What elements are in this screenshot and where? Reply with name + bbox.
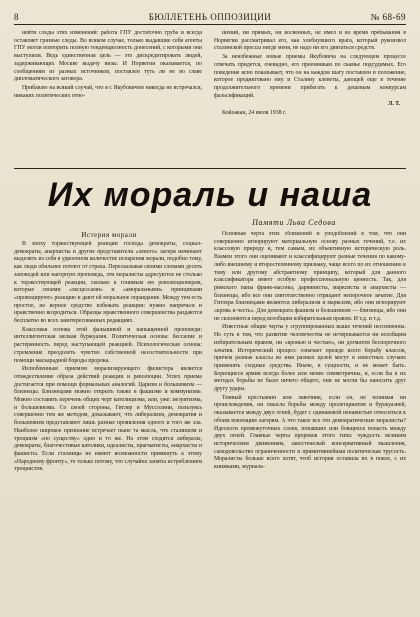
journal-title: БЮЛЛЕТЕНЬ ОППОЗИЦИИ [148, 12, 272, 22]
paragraph: Классовая основа этой фальшивой и напыщенной проповеди: интеллигентская мелкая буржуазия. Политическая основа: бессилие и растерянность перед наступающей реакцией. Психологическая основа: стремление преодолеть чувство собственной несостоятельности при помощи маскарадной бороды пророка. [14, 326, 202, 364]
paragraph: Основная черта этих сближений и уподоблений в том, что они совершенно игнорируют материальную основу разных течений, т.е. их классовую природу и, тем самым, их объективную историческую роль. Взамен этого они оценивают и классифицируют разные течения по какому-либо внешнему и второстепенному признаку, чаще всего по их отношению к тому или другому абстрактному принципу, который для данного классификатора имеет особую профессиональную ценность. Так, для римского папы франк-масоны, дарвинисты, марксисты и анархисты — близнецы, ибо все они святотатственно отрицают непорочное зачатие. Для Гитлера близнецами являются либерализм и марксизм, ибо они игнорируют «кровь и честь». Для демократа фашизм и большевизм — близнецы, ибо они не склоняются перед всеобщим избирательным правом. И т.д. и т.д. [214, 231, 406, 322]
paragraph: Известные общие черты у сгруппированных выше течений несомненны. Но суть в том, что развитие человечества не исчерпывается ни всеобщим избирательным правом, ни «кровью и честью», ни догматом беспорочного зачатия. Исторический процесс означает прежде всего борьбу классов, причем разные классы во имя разных целей могут в известных случаях применять сходные средства. Иначе, в сущности, и не может быть. Борющиеся армии всегда более или менее симметричны, и, если бы в их методах борьбы не было ничего общего, они не могли бы наносить друг другу удары. [214, 324, 406, 393]
dateline: Койоакан, 24 июля 1938 г. [222, 110, 287, 117]
left-column [14, 241, 202, 607]
paragraph: За неизбежные новые приемы Якубовича на следующем процессе отвечать придется, очевидно, его преемникам по скамье подсудимых. Его поведение ясно показывает, что он на каждом шагу поставлен в положение, которое продиктовано ему и Сталину клеветы, дающей еще в течение продолжительного времени прибегать к дешевым конкурсам фальсификаций. [214, 54, 406, 99]
issue-number: № 68-69 [370, 12, 406, 22]
right-column [214, 231, 406, 607]
article-title: Их мораль и наша [47, 176, 373, 214]
running-header [14, 12, 406, 25]
paragraph: Темный крестьянин или лавочник, если он, не понимая ни происхождения, ни смысла борьбы между пролетариатом и буржуазией, оказывается между двух огней, будет с одинаковой ненавистью относиться к обоим воюющим лагерям. А что такое все эти демократические моралисты? Идеологи промежуточных слоев, попавших или боящихся попасть между двух огней. Главные черты пророков этого типа: чуждость великим историческим движениям, закостенелый консервативный мышления, самодовольство ограниченности и примитивнейшая политическая трусость. Моралисты больше всего хотят, чтоб история оставила их в покое, с их книжками, журналь- [214, 394, 406, 471]
paragraph: Излюбленным приемом морализирующего филистера является отождествление образа действий реакции и революции. Успех приема достигается при помощи формальных аналогий. Царизм и большевизм — близнецы. Близнецами можно открыть также в фашизме и коммунизме. Можно составить перечень общих черт католицизма, или, уже: иезуитизма, и большевизма. Со своей стороны, Гитлер и Муссолини, пользуясь совершенно тем же методом, доказывают, что либерализм, демократия и большевизм представляют лишь разные проявления одного и того же зла. Наиболее широкое признание встречает ныне та мысль, что сталинизм и троцкизм «по существу» одно и то же. На этом сходятся либералы, демократы, благочестивые католики, идеалисты, прагматисты, анархисты и фашисты. Если сталинцы не имеют возможности примкнуть к этому «Народному фронту», то только потому, что случайно заняты истреблением троцкистов. [14, 366, 202, 473]
section-heading: Истерия морали [81, 231, 137, 239]
paragraph: В эпоху торжествующей реакции господа демократы, социал-демократы, анархисты и другие представители «левого» лагеря начинают выделять из себя в удвоенном количестве испарения морали, подобно тому, как люди обильнее потеют от страха. Пересказывая своими словами десять заповедей или нагорную проповедь, эти моралисты адресуются не столько к торжествующей реакции, сколько к гонимым ею революционерам, которые своими «эксцессами» и «аморальными» принципами «провоцируют» реакцию и дают ей моральное оправдание. Между тем есть простое, но верное средство избежать реакции: нужно напрячься и нравственно возродиться. Образцы нравственного совершенства раздаются бесплатно во всех заинтересованных редакциях. [14, 241, 202, 325]
paragraph: Прибавлю на всякий случай, что я с Якубовичем никогда не встречался, никаких политических отно- [14, 84, 202, 99]
paragraph: шений, ни прямых, ни косвенных, не имел и во время пребывания в Норвегии рассматривал его, как хлебнувшего врага, который рукоизвол сталинской прессы нигде меня, не надо ни его двигаться средств. [214, 30, 406, 52]
top-left-column [14, 30, 202, 164]
section-divider [14, 168, 406, 169]
signature: Л. Т. [388, 101, 400, 108]
paragraph: нейти следы этих изменений: работа ГПУ достаточно груба и всегда оставляет грязные следы. Во всяком случае, только выдавшие себя агенты ГПУ могли повторить полную тенденциозность донесений, с которыми они выступили. Ведь единственная цель — это дискредитировать людей, задерживающих Москве выдачу визы. И Норвегии оказывается, по сообщениям из разных источников, поставлен туть ли не во главе дипломатического заговора. [14, 30, 202, 83]
page-number: 8 [14, 12, 19, 22]
article-dedication: Памяти Льва Седова [252, 218, 336, 227]
top-right-column [214, 30, 406, 164]
